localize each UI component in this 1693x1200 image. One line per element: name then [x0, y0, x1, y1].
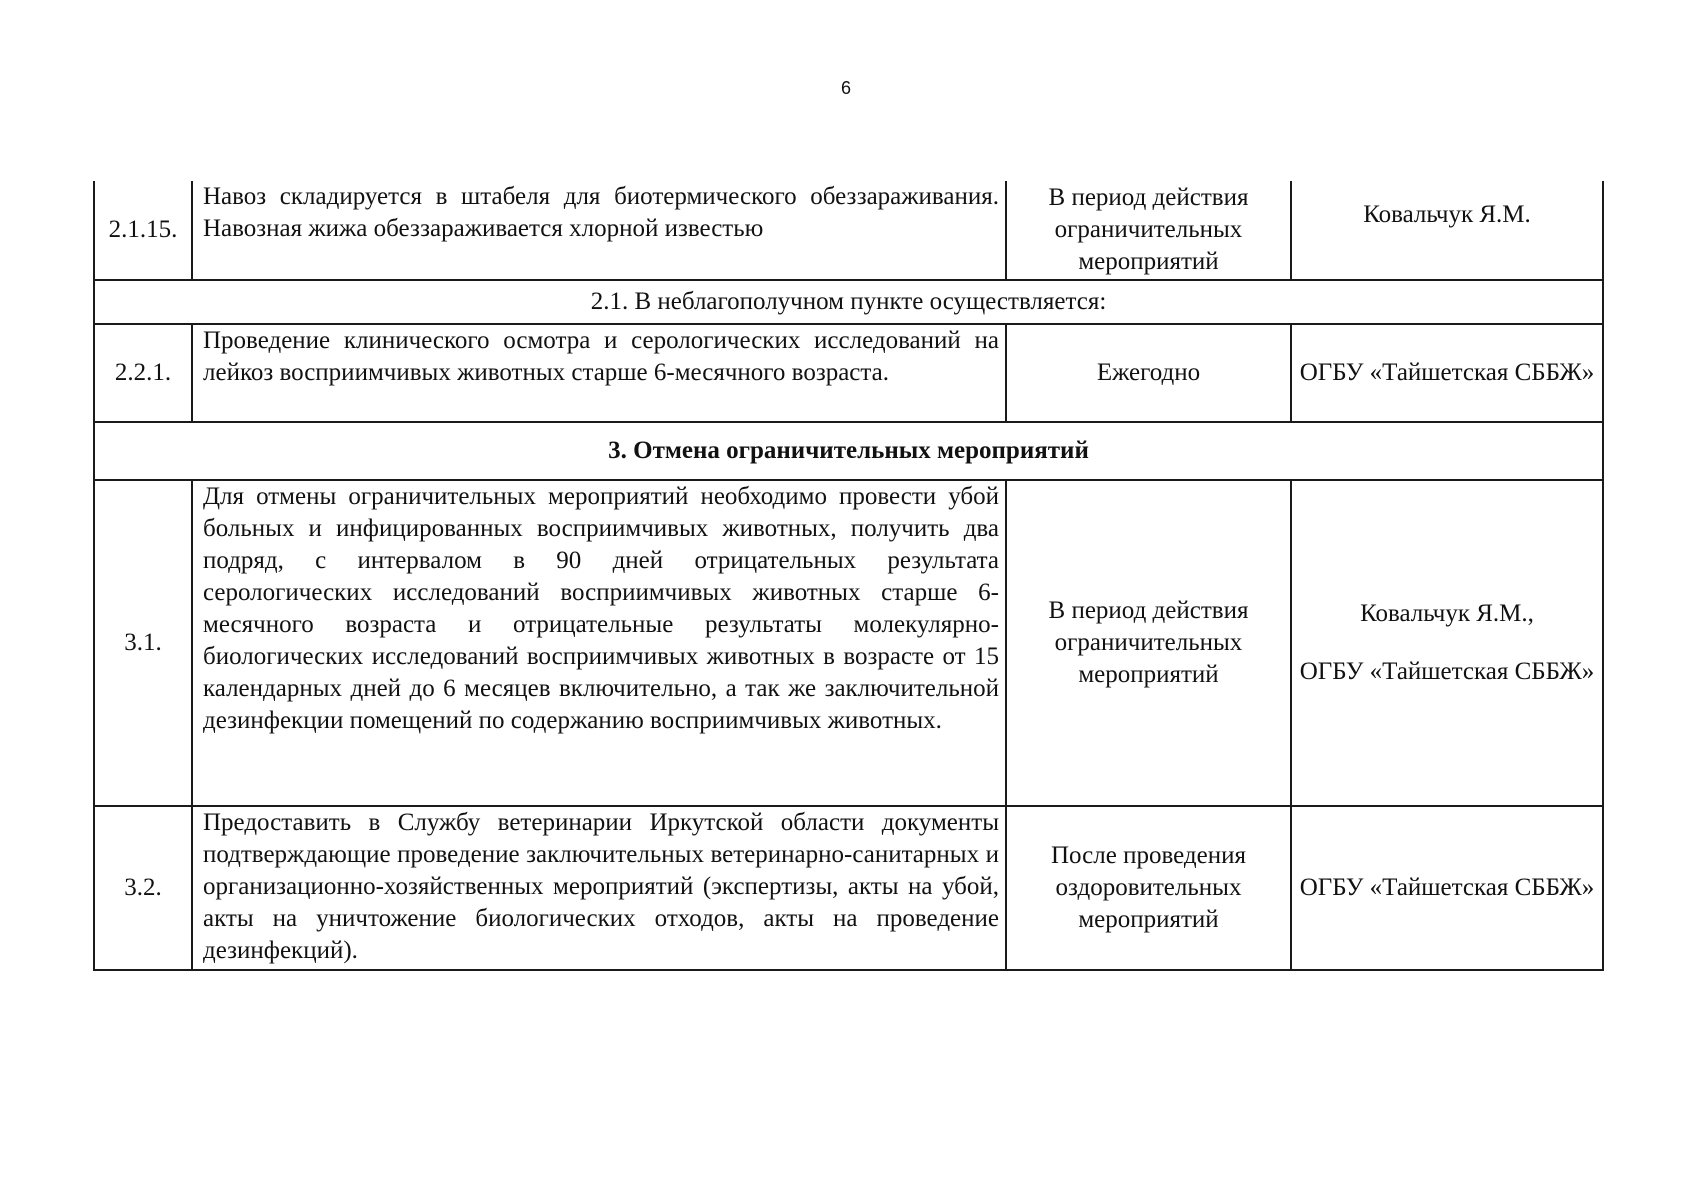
- measure-text: Предоставить в Службу ветеринарии Иркутской области документы подтверждающие проведение заключительных ветеринарно-санитарных и организационно-хозяйственных мероприятий (экспертизы, акты на убой, акты на уничтожение биологических отходов, акты на проведение дезинфекций).: [192, 806, 1006, 970]
- responsible-cell: [1291, 480, 1603, 806]
- responsible-person: Ковальчук Я.М.,: [1360, 600, 1534, 627]
- row-number: 3.2.: [94, 806, 192, 970]
- term-cell: После проведения оздоровительных мероприятий: [1006, 806, 1291, 970]
- page-number: 6: [840, 78, 851, 98]
- row-number: 2.1.15.: [94, 181, 192, 280]
- table-row: [94, 324, 1603, 422]
- row-number: 3.1.: [94, 480, 192, 806]
- term-cell: Ежегодно: [1006, 324, 1291, 422]
- measure-text: Для отмены ограничительных мероприятий необходимо провести убой больных и инфицированных восприимчивых животных, получить два подряд, с интервалом в 90 дней отрицательных результата серологических исследований восприимчивых животных старше 6-месячного возраста и отрицательные результаты молекулярно-биологических исследований восприимчивых животных в возрасте от 15 календарных дней до 6 месяцев включительно, а так же заключительной дезинфекции помещений по содержанию восприимчивых животных.: [192, 480, 1006, 806]
- table-row: [94, 480, 1603, 806]
- responsible-spacer: [1298, 630, 1596, 656]
- measure-text: Проведение клинического осмотра и серологических исследований на лейкоз восприимчивых животных старше 6-месячного возраста.: [192, 324, 1006, 422]
- responsible-cell: ОГБУ «Тайшетская СББЖ»: [1291, 806, 1603, 970]
- section-heading: 2.1. В неблагополучном пункте осуществляется:: [94, 280, 1603, 324]
- row-number: 2.2.1.: [94, 324, 192, 422]
- measure-text: Навоз складируется в штабеля для биотермического обеззараживания. Навозная жижа обеззараживается хлорной известью: [192, 181, 1006, 280]
- section-row: [94, 280, 1603, 324]
- table-row: [94, 181, 1603, 280]
- measures-table: [93, 181, 1604, 971]
- term-cell: В период действия ограничительных мероприятий: [1006, 181, 1291, 280]
- responsible-cell: Ковальчук Я.М.: [1291, 181, 1603, 280]
- section-heading: 3. Отмена ограничительных мероприятий: [94, 422, 1603, 480]
- table-row: [94, 806, 1603, 970]
- section-row: [94, 422, 1603, 480]
- responsible-organization: ОГБУ «Тайшетская СББЖ»: [1299, 658, 1595, 685]
- term-cell: В период действия ограничительных мероприятий: [1006, 480, 1291, 806]
- responsible-cell: ОГБУ «Тайшетская СББЖ»: [1291, 324, 1603, 422]
